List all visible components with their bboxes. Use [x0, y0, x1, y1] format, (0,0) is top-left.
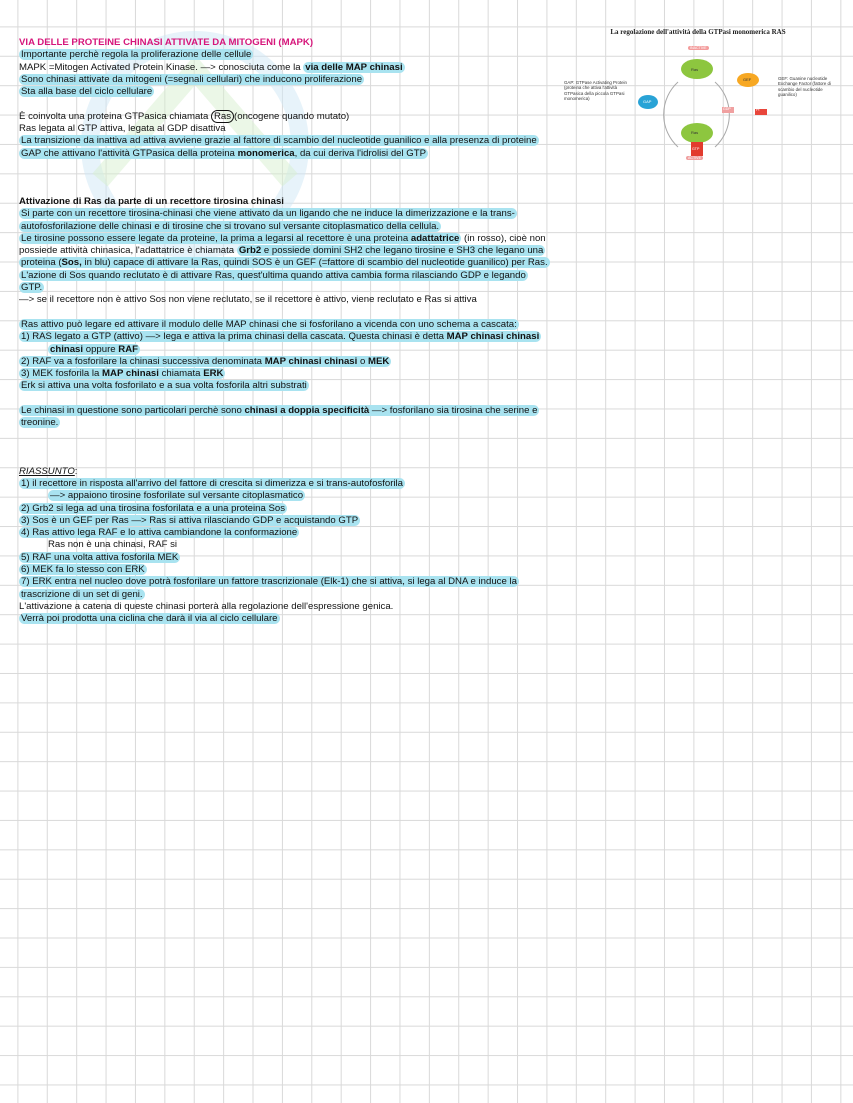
notes-content — [19, 37, 579, 625]
activation-line: L'azione di Sos quando reclutato è di attivare Ras, quest'ultima quando attiva cambia forma rilasciando GDP e legando — [21, 269, 526, 281]
summary-item: L'attivazione a catena di queste chinasi porterà alla regolazione dell'espressione genica. — [19, 600, 394, 612]
summary-item: 3) Sos è un GEF per Ras —> Ras si attiva rilasciando GDP e acquistando GTP — [21, 514, 359, 526]
gap-label: GAP — [643, 99, 652, 104]
gef-description: GEF: Guanine nucleotide Exchange Factor (fattore di scambio del nucleotide guanilico) — [778, 76, 831, 98]
ras-regulation-diagram — [560, 22, 836, 168]
gdp-label: GDP — [723, 107, 731, 111]
summary-item: 5) RAF una volta attiva fosforila MEK — [21, 551, 179, 563]
activation-line: —> se il recettore non è attivo Sos non viene reclutato, se il recettore è attivo, viene reclutato e Ras si attiva — [19, 294, 477, 306]
ras-line: GAP che attivano l'attività GTPasica della proteina monomerica, da cui deriva l'idrolisi del GTP — [21, 147, 427, 159]
ras-line: È coinvolta una proteina GTPasica chiamata Ras (oncogene quando mutato) — [19, 110, 350, 122]
page-title: VIA DELLE PROTEINE CHINASI ATTIVATE DA MITOGENI (MAPK) — [19, 37, 314, 48]
cascade-line: Le chinasi in questione sono particolari perchè sono chinasi a doppia specificità —> fosforilano sia tirosina che serine e — [21, 405, 538, 417]
intro-line: MAPK =Mitogen Activated Protein Kinase. —> conosciuta come la via delle MAP chinasi — [19, 61, 403, 73]
active-tag: ACTIVE — [688, 156, 701, 160]
summary-item: Ras non è una chinasi, RAF si — [48, 539, 178, 551]
cascade-line: Ras attivo può legare ed attivare il modulo delle MAP chinasi che si fosforilano a vicenda con uno schema a cascata: — [21, 318, 517, 330]
ras-line: Ras legata al GTP attiva, legata al GDP disattiva — [19, 123, 226, 135]
cascade-line: treonine. — [21, 417, 59, 429]
activation-line: Le tirosine possono essere legate da proteine, la prima a legarsi al recettore è una proteina adattatrice (in rosso), cioè non — [21, 232, 546, 244]
summary-item: trascrizione di un set di geni. — [21, 588, 143, 600]
ras-line: La transizione da inattiva ad attiva avviene grazie al fattore di scambio del nucleotide guanilico e alla presenza di proteine — [21, 135, 537, 147]
gtp-label: GTP — [692, 147, 700, 151]
summary-item: —> appaiono tirosine fosforilate sul versante citoplasmatico — [50, 490, 304, 502]
gef-label: GEF — [743, 77, 752, 82]
summary-item: 6) MEK fa lo stesso con ERK — [21, 563, 145, 575]
section-heading: Attivazione di Ras da parte di un recettore tirosina chinasi — [19, 195, 284, 207]
gap-description: GAP: GTPase Activating Protein (proteina che attiva l'attività GTPasica della piccola GTPasi monomerica) — [564, 80, 627, 102]
diagram-title: La regolazione dell'attività della GTPasi monomerica RAS — [610, 28, 786, 36]
cascade-line: 3) MEK fosforila la MAP chinasi chiamata ERK — [21, 368, 224, 380]
summary-item: 7) ERK entra nel nucleo dove potrà fosforilare un fattore trascrizionale (Elk-1) che si attiva, si lega al DNA e induce la — [21, 576, 517, 588]
inactive-tag: INACTIVE — [690, 46, 707, 50]
cascade-line: 1) RAS legato a GTP (attivo) —> lega e attiva la prima chinasi della cascata. Questa chinasi è detta MAP chinasi chinasi — [21, 331, 540, 343]
summary-item: 1) il recettore in risposta all'arrivo del fattore di crescita si dimerizza e si trans-autofosforila — [21, 477, 403, 489]
pi-label: Pi — [756, 108, 760, 112]
ras-label-bottom: Ras — [691, 130, 699, 135]
summary-item: 2) Grb2 si lega ad una tirosina fosforilata e a una proteina Sos — [21, 502, 285, 514]
activation-line: proteina (Sos, in blu) capace di attivare la Ras, quindi SOS è un GEF (=fattore di scambio del nucleotide guanilico) per Ras. — [21, 257, 548, 269]
activation-line: autofosforilazione delle chinasi e di tirosine che si trovano sul versante citoplasmatico della cellula. — [21, 220, 440, 232]
intro-line: Importante perchè regola la proliferazione delle cellule — [21, 49, 252, 61]
ras-circled: Ras — [211, 110, 234, 123]
intro-line: Sono chinasi attivate da mitogeni (=segnali cellulari) che inducono proliferazione — [21, 73, 363, 85]
intro-line: Sta alla base del ciclo cellulare — [21, 86, 153, 98]
activation-line: possiede attività chinasica, l'adattatrice è chiamata Grb2 e possiede domini SH2 che legano tirosine e SH3 che legano una — [19, 245, 544, 257]
cascade-line: 2) RAF va a fosforilare la chinasi successiva denominata MAP chinasi chinasi o MEK — [21, 355, 390, 367]
cascade-line: Erk si attiva una volta fosforilato e a sua volta fosforila altri substrati — [21, 380, 307, 392]
summary-heading: RIASSUNTO: — [19, 465, 78, 477]
summary-item: 4) Ras attivo lega RAF e lo attiva cambiandone la conformazione — [21, 527, 298, 539]
cascade-line: chinasi oppure RAF — [50, 343, 138, 355]
activation-line: Si parte con un recettore tirosina-chinasi che viene attivato da un ligando che ne induce la dimerizzazione e la trans- — [21, 208, 515, 220]
summary-item: Verrà poi prodotta una ciclina che darà il via al ciclo cellulare — [21, 613, 278, 625]
activation-line: GTP. — [21, 282, 43, 294]
ras-label-top: Ras — [691, 67, 699, 72]
